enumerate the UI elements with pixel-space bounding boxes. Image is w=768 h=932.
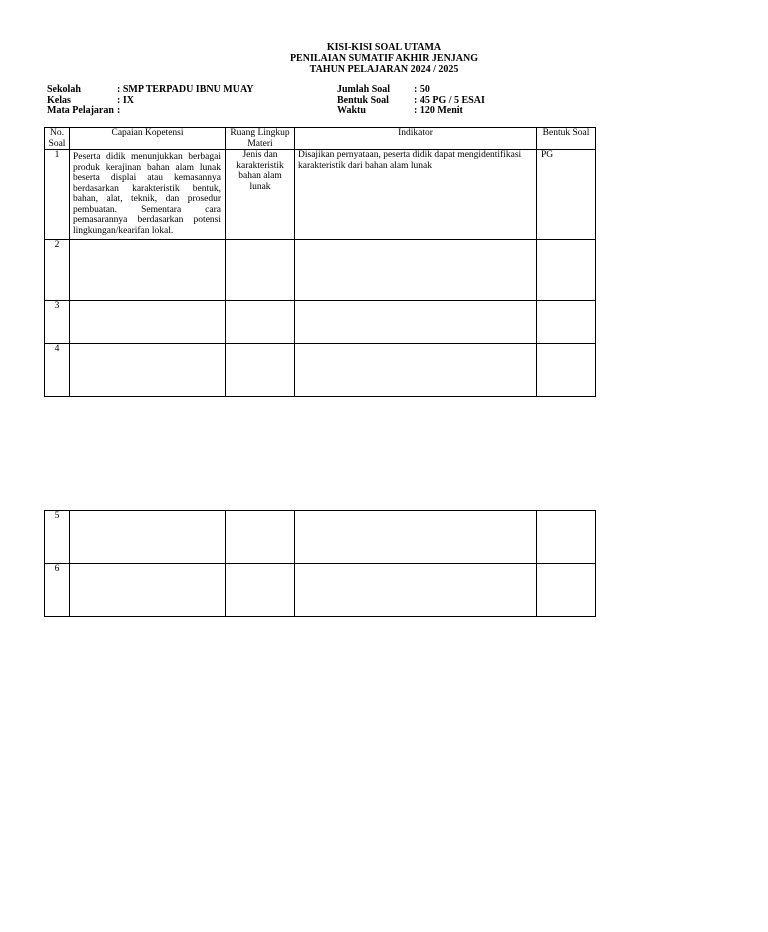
cell-capaian [70, 511, 226, 564]
cell-bentuk-soal [537, 301, 596, 344]
info-value-bentuk-soal: : 45 PG / 5 ESAI [414, 94, 485, 106]
kisi-kisi-table [44, 127, 596, 397]
cell-capaian [70, 240, 226, 301]
cell-capaian: Peserta didik menunjukkan berbagai produk kerajinan bahan alam lunak beserta displai atau kemasannya berdasarkan karakteristik bentuk, bahan, alat, teknik, dan prosedur pembuatan. Sementara cara pemasarannya berdasarkan potensi lingkungan/kearifan lokal. [70, 150, 226, 240]
cell-bentuk-soal [537, 564, 596, 617]
cell-ruang-lingkup [226, 564, 295, 617]
info-value-mata-pelajaran: : [117, 105, 121, 116]
header-indikator: Indikator [295, 128, 537, 150]
header-bentuk-soal: Bentuk Soal [537, 128, 596, 150]
header-capaian-kopetensi: Capaian Kopetensi [70, 128, 226, 150]
cell-bentuk-soal: PG [537, 150, 596, 240]
kisi-kisi-table-continued [44, 510, 596, 617]
cell-ruang-lingkup [226, 344, 295, 397]
info-label-jumlah-soal: Jumlah Soal [337, 84, 391, 95]
header-no-soal: No. Soal [45, 128, 70, 150]
cell-no: 4 [45, 344, 70, 397]
title-line-2: PENILAIAN SUMATIF AKHIR JENJANG [289, 53, 479, 64]
header-ruang-lingkup: Ruang Lingkup Materi [226, 128, 295, 150]
cell-no: 2 [45, 240, 70, 301]
cell-capaian [70, 564, 226, 617]
cell-indikator: Disajikan pernyataan, peserta didik dapat mengidentifikasi karakteristik dari bahan alam lunak [295, 150, 537, 240]
cell-no: 6 [45, 564, 70, 617]
cell-no: 5 [45, 511, 70, 564]
cell-bentuk-soal [537, 240, 596, 301]
info-label-sekolah: Sekolah [47, 84, 81, 95]
cell-no: 3 [45, 301, 70, 344]
cell-ruang-lingkup [226, 511, 295, 564]
table-row [45, 564, 596, 617]
cell-ruang-lingkup [226, 301, 295, 344]
info-label-kelas: Kelas [47, 94, 71, 106]
cell-ruang-lingkup [226, 240, 295, 301]
cell-indikator [295, 511, 537, 564]
info-value-sekolah: : SMP TERPADU IBNU MUAY [117, 84, 254, 95]
info-value-kelas: : IX [117, 94, 134, 106]
info-label-waktu: Waktu [337, 105, 366, 116]
title-line-3: TAHUN PELAJARAN 2024 / 2025 [309, 64, 459, 75]
info-value-jumlah-soal: : 50 [414, 84, 430, 95]
info-value-waktu: : 120 Menit [414, 105, 463, 116]
cell-capaian [70, 301, 226, 344]
table-row [45, 344, 596, 397]
table-header-row [45, 128, 596, 150]
cell-no: 1 [45, 150, 70, 240]
info-right [337, 85, 597, 119]
cell-ruang-lingkup: Jenis dan karakteristik bahan alam lunak [226, 150, 295, 240]
table-row [45, 240, 596, 301]
title-line-1: KISI-KISI SOAL UTAMA [326, 42, 442, 53]
cell-indikator [295, 240, 537, 301]
table-row [45, 301, 596, 344]
table-row [45, 511, 596, 564]
table-row [45, 150, 596, 240]
cell-indikator [295, 301, 537, 344]
cell-bentuk-soal [537, 511, 596, 564]
cell-capaian [70, 344, 226, 397]
cell-bentuk-soal [537, 344, 596, 397]
cell-indikator [295, 344, 537, 397]
info-left [47, 85, 327, 119]
cell-indikator [295, 564, 537, 617]
info-label-mata-pelajaran: Mata Pelajaran [47, 105, 114, 116]
info-label-bentuk-soal: Bentuk Soal [337, 94, 389, 106]
